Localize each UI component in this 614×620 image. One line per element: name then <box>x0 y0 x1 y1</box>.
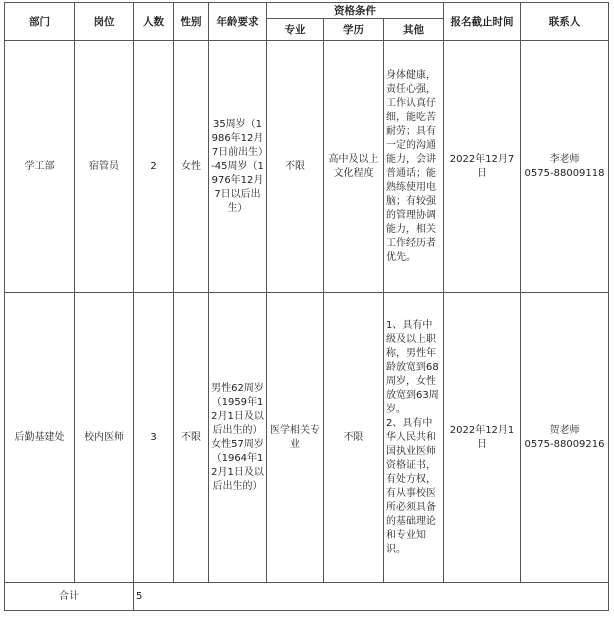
header-dept: 部门 <box>5 3 75 41</box>
cell-education: 高中及以上文化程度 <box>324 41 384 293</box>
cell-major: 不限 <box>267 41 324 293</box>
header-major: 专业 <box>267 19 324 41</box>
cell-contact <box>521 41 609 293</box>
cell-gender: 不限 <box>174 293 209 583</box>
header-education: 学历 <box>324 19 384 41</box>
cell-major: 医学相关专业 <box>267 293 324 583</box>
contact-phone: 0575-88009216 <box>524 438 605 450</box>
other-item-2: 2、具有中华人民共和国执业医师资格证书，有处方权，有从事校医所必须具备的基础理论和专业知识。 <box>386 417 436 555</box>
cell-contact <box>521 293 609 583</box>
header-deadline: 报名截止时间 <box>444 3 521 41</box>
total-value: 5 <box>134 583 609 611</box>
cell-deadline: 2022年12月7日 <box>444 41 521 293</box>
header-other: 其他 <box>384 19 444 41</box>
cell-age <box>209 293 267 583</box>
total-row <box>5 583 609 611</box>
cell-education: 不限 <box>324 293 384 583</box>
cell-count: 2 <box>134 41 174 293</box>
cell-position: 校内医师 <box>75 293 134 583</box>
cell-age: 35周岁（1986年12月7日前出生）-45周岁（1976年12月7日以后出生） <box>209 41 267 293</box>
age-female: 女性57周岁（1964年12月1日及以后出生的） <box>211 438 264 492</box>
other-item-1: 1、具有中级及以上职称，男性年龄放宽到68周岁，女性放宽到63周岁。 <box>386 319 439 415</box>
recruitment-table <box>4 2 609 611</box>
cell-dept: 后勤基建处 <box>5 293 75 583</box>
table-row <box>5 293 609 583</box>
total-label: 合计 <box>5 583 134 611</box>
header-age: 年龄要求 <box>209 3 267 41</box>
contact-name: 贺老师 <box>549 424 580 436</box>
cell-position: 宿管员 <box>75 41 134 293</box>
cell-other <box>384 293 444 583</box>
header-position: 岗位 <box>75 3 134 41</box>
cell-gender: 女性 <box>174 41 209 293</box>
contact-name: 李老师 <box>549 153 580 165</box>
cell-other: 身体健康，责任心强，工作认真仔细，能吃苦耐劳；具有一定的沟通能力，会讲普通话；能熟练使用电脑；有较强的管理协调能力，相关工作经历者优先。 <box>384 41 444 293</box>
cell-count: 3 <box>134 293 174 583</box>
header-row <box>5 3 609 19</box>
age-male: 男性62周岁（1959年12月1日及以后出生的） <box>211 382 264 436</box>
header-contact: 联系人 <box>521 3 609 41</box>
table-row <box>5 41 609 293</box>
header-gender: 性别 <box>174 3 209 41</box>
contact-phone: 0575-88009118 <box>524 167 605 179</box>
header-qualifications: 资格条件 <box>267 3 444 19</box>
cell-dept: 学工部 <box>5 41 75 293</box>
header-count: 人数 <box>134 3 174 41</box>
cell-deadline: 2022年12月1日 <box>444 293 521 583</box>
